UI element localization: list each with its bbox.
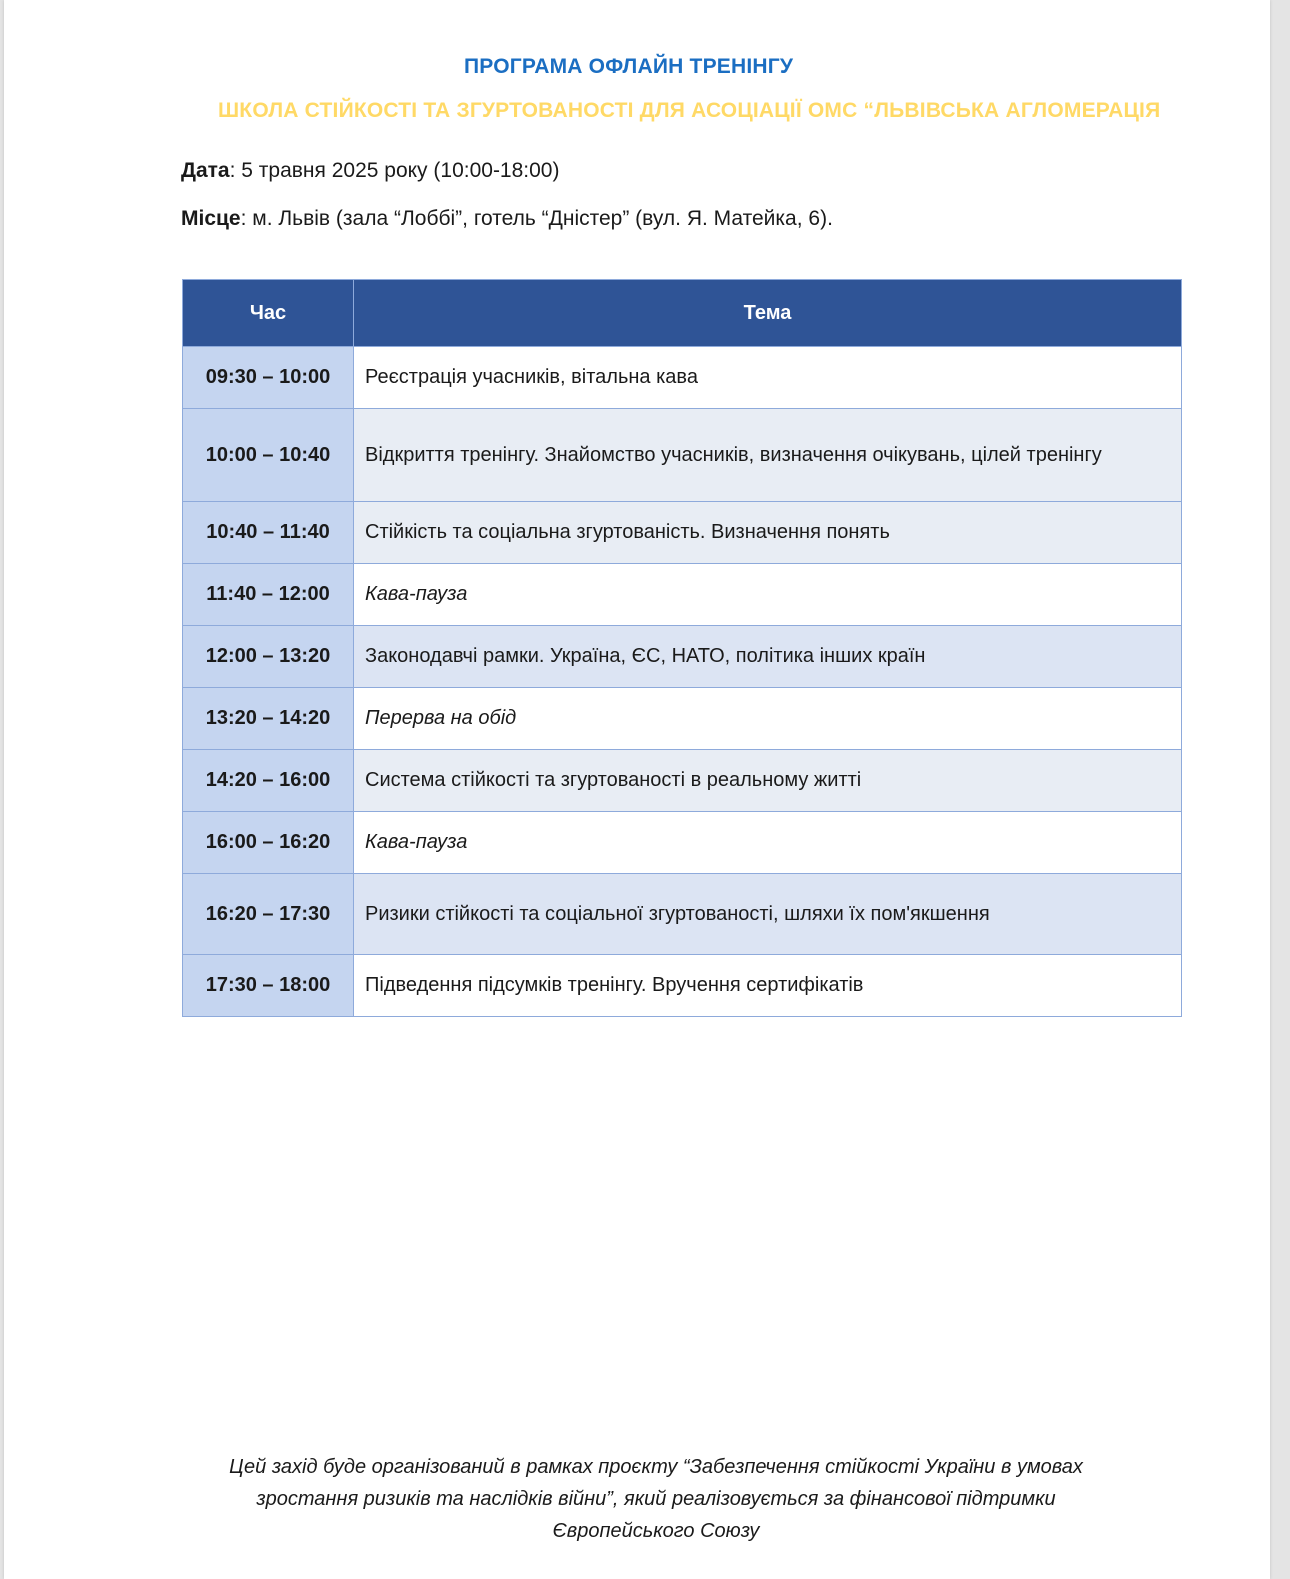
time-cell: 11:40 – 12:00: [183, 564, 354, 626]
topic-cell: Кава-пауза: [354, 812, 1182, 874]
funding-note-line-3: Європейського Союзу: [552, 1520, 760, 1542]
topic-cell: Система стійкості та згуртованості в реальному житті: [354, 750, 1182, 812]
time-cell: 10:40 – 11:40: [183, 502, 354, 564]
table-row: [183, 409, 1182, 502]
funding-note: [4, 1451, 1270, 1547]
schedule-table: [182, 279, 1182, 1017]
time-cell: 13:20 – 14:20: [183, 688, 354, 750]
time-cell: 17:30 – 18:00: [183, 955, 354, 1017]
table-row: [183, 955, 1182, 1017]
table-row: [183, 874, 1182, 955]
topic-cell: Стійкість та соціальна згуртованість. Визначення понять: [354, 502, 1182, 564]
time-cell: 16:00 – 16:20: [183, 812, 354, 874]
table-row: [183, 564, 1182, 626]
table-row: [183, 502, 1182, 564]
date-value: : 5 травня 2025 року (10:00-18:00): [229, 159, 560, 182]
time-cell: 10:00 – 10:40: [183, 409, 354, 502]
table-row: [183, 347, 1182, 409]
document-subtitle: ШКОЛА СТІЙКОСТІ ТА ЗГУРТОВАНОСТІ ДЛЯ АСОЦІАЦІЇ ОМС “ЛЬВІВСЬКА АГЛОМЕРАЦІЯ: [218, 99, 1161, 122]
event-date: [181, 159, 559, 183]
topic-cell: Законодавчі рамки. Україна, ЄС, НАТО, політика інших країн: [354, 626, 1182, 688]
time-cell: 12:00 – 13:20: [183, 626, 354, 688]
event-place: [181, 207, 833, 231]
table-row: [183, 812, 1182, 874]
funding-note-line-1: Цей захід буде організований в рамках проєкту “Забезпечення стійкості України в умовах: [229, 1456, 1083, 1478]
table-row: [183, 626, 1182, 688]
topic-cell: Відкриття тренінгу. Знайомство учасників, визначення очікувань, цілей тренінгу: [354, 409, 1182, 502]
time-cell: 14:20 – 16:00: [183, 750, 354, 812]
topic-cell: Ризики стійкості та соціальної згуртованості, шляхи їх пом'якшення: [354, 874, 1182, 955]
document-title: ПРОГРАМА ОФЛАЙН ТРЕНІНГУ: [464, 55, 794, 78]
date-label: Дата: [181, 159, 230, 182]
table-header-row: [183, 280, 1182, 347]
time-cell: 16:20 – 17:30: [183, 874, 354, 955]
topic-cell: Кава-пауза: [354, 564, 1182, 626]
place-label: Місце: [181, 207, 241, 230]
table-row: [183, 688, 1182, 750]
column-header-time: Час: [183, 280, 354, 347]
column-header-topic: Тема: [354, 280, 1182, 347]
table-row: [183, 750, 1182, 812]
place-value: : м. Львів (зала “Лоббі”, готель “Дністер” (вул. Я. Матейка, 6).: [240, 207, 833, 230]
topic-cell: Реєстрація учасників, вітальна кава: [354, 347, 1182, 409]
topic-cell: Перерва на обід: [354, 688, 1182, 750]
time-cell: 09:30 – 10:00: [183, 347, 354, 409]
funding-note-line-2: зростання ризиків та наслідків війни”, який реалізовується за фінансової підтримки: [256, 1488, 1056, 1510]
document-page: [4, 0, 1270, 1579]
topic-cell: Підведення підсумків тренінгу. Вручення сертифікатів: [354, 955, 1182, 1017]
